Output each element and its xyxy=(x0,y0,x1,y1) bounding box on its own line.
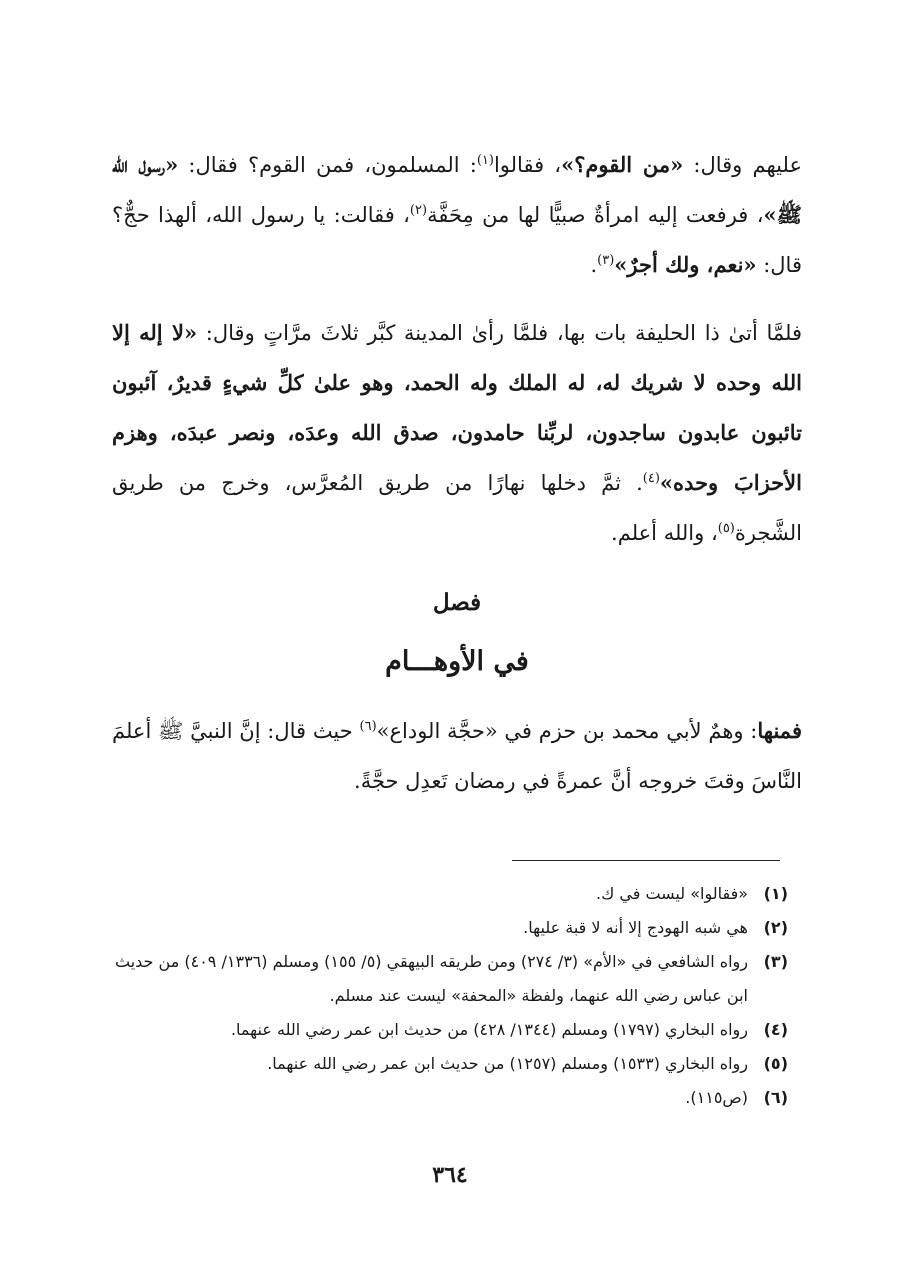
text-run: ، فقالت: يا رسول الله، ألهذا حجٌّ؟ قال: xyxy=(112,203,802,277)
footnote-text: «فقالوا» ليست في ك. xyxy=(596,884,748,903)
text-run: ، والله أعلم. xyxy=(611,521,718,545)
footnote-number: (٤) xyxy=(763,1020,788,1039)
footnote-number: (٣) xyxy=(763,952,788,971)
footnote-number: (٢) xyxy=(763,918,788,937)
footnotes xyxy=(112,877,788,1115)
footnote-item xyxy=(112,1081,788,1115)
text-run: ، فقالوا xyxy=(493,153,562,177)
footnote-ref-2[interactable]: (٢) xyxy=(409,203,428,218)
footnote-text: رواه البخاري (١٥٣٣) ومسلم (١٢٥٧) من حديث ابن عمر رضي الله عنهما. xyxy=(267,1054,748,1073)
footnote-text: رواه البخاري (١٧٩٧) ومسلم (١٣٤٤/ ٤٢٨) من حديث ابن عمر رضي الله عنهما. xyxy=(230,1020,748,1039)
footnote-text: هي شبه الهودج إلا أنه لا قبة عليها. xyxy=(523,918,748,937)
main-text xyxy=(112,140,802,806)
section-heading: فصل xyxy=(432,589,482,616)
footnote-number: (٦) xyxy=(763,1088,788,1107)
quoted-speech: «نعم، ولك أجرٌ» xyxy=(614,252,757,277)
footnote-text: رواه الشافعي في «الأم» (٣/ ٢٧٤) ومن طريقه البيهقي (٥/ ١٥٥) ومسلم (١٣٣٦/ ٤٠٩) من حديث ابن عباس رضي الله عنهما، ولفظة «المحفة» ليست عند مسلم. xyxy=(114,952,748,1005)
text-run: . ثمَّ دخلها نهارًا من طريق المُعرَّس، وخرج من طريق الشَّجرة xyxy=(112,471,802,545)
quoted-speech: «رسول الله ﷺ» xyxy=(112,152,802,227)
text-run: عليهم وقال: xyxy=(683,153,802,177)
footnote-divider xyxy=(512,860,780,861)
paragraph-2 xyxy=(112,308,802,558)
page-number: ٣٦٤ xyxy=(432,1162,468,1188)
footnote-ref-4[interactable]: (٤) xyxy=(642,471,660,486)
section-subheading: في الأوهـــام xyxy=(385,646,529,677)
footnote-item xyxy=(112,911,788,945)
footnote-number: (٥) xyxy=(763,1054,788,1073)
footnote-item xyxy=(112,877,788,911)
footnote-item xyxy=(112,1047,788,1081)
quoted-speech: «من القوم؟» xyxy=(561,152,684,177)
paragraph-3 xyxy=(112,706,802,806)
text-run: : وهمٌ لأبي محمد بن حزم في «حجَّة الوداع» xyxy=(376,719,758,743)
footnote-ref-3[interactable]: (٣) xyxy=(597,253,615,268)
lead-word: فمنها xyxy=(757,718,802,743)
footnote-item xyxy=(112,1013,788,1047)
footnote-number: (١) xyxy=(763,884,788,903)
text-run: . xyxy=(590,253,598,277)
quoted-supplication: «لا إله إلا الله وحده لا شريك له، له الملك وله الحمد، وهو علىٰ كلِّ شيءٍ قديرٌ، آئبون تائبون عابدون ساجدون، لربِّنا حامدون، صدق الله وعدَه، ونصر عبدَه، وهزم الأحزابَ وحده» xyxy=(112,320,802,495)
footnote-ref-1[interactable]: (١) xyxy=(476,153,494,168)
text-run: : المسلمون، فمن القوم؟ فقال: xyxy=(178,153,477,177)
footnote-item xyxy=(112,945,788,1013)
text-run: حيث قال: إنَّ النبيَّ ﷺ أعلمَ النَّاسَ وقتَ خروجه أنَّ عمرةً في رمضان تَعدِل حجَّةً. xyxy=(112,719,802,793)
footnote-ref-6[interactable]: (٦) xyxy=(359,719,377,734)
footnote-ref-5[interactable]: (٥) xyxy=(717,521,735,536)
paragraph-1 xyxy=(112,140,802,290)
footnote-text: (ص١١٥). xyxy=(685,1088,748,1107)
text-run: فلمَّا أتىٰ ذا الحليفة بات بها، فلمَّا رأىٰ المدينة كبَّر ثلاثَ مرَّاتٍ وقال: xyxy=(197,321,803,345)
text-run: ، فرفعت إليه امرأةٌ صبيًّا لها من مِحَفَّة xyxy=(427,203,764,227)
